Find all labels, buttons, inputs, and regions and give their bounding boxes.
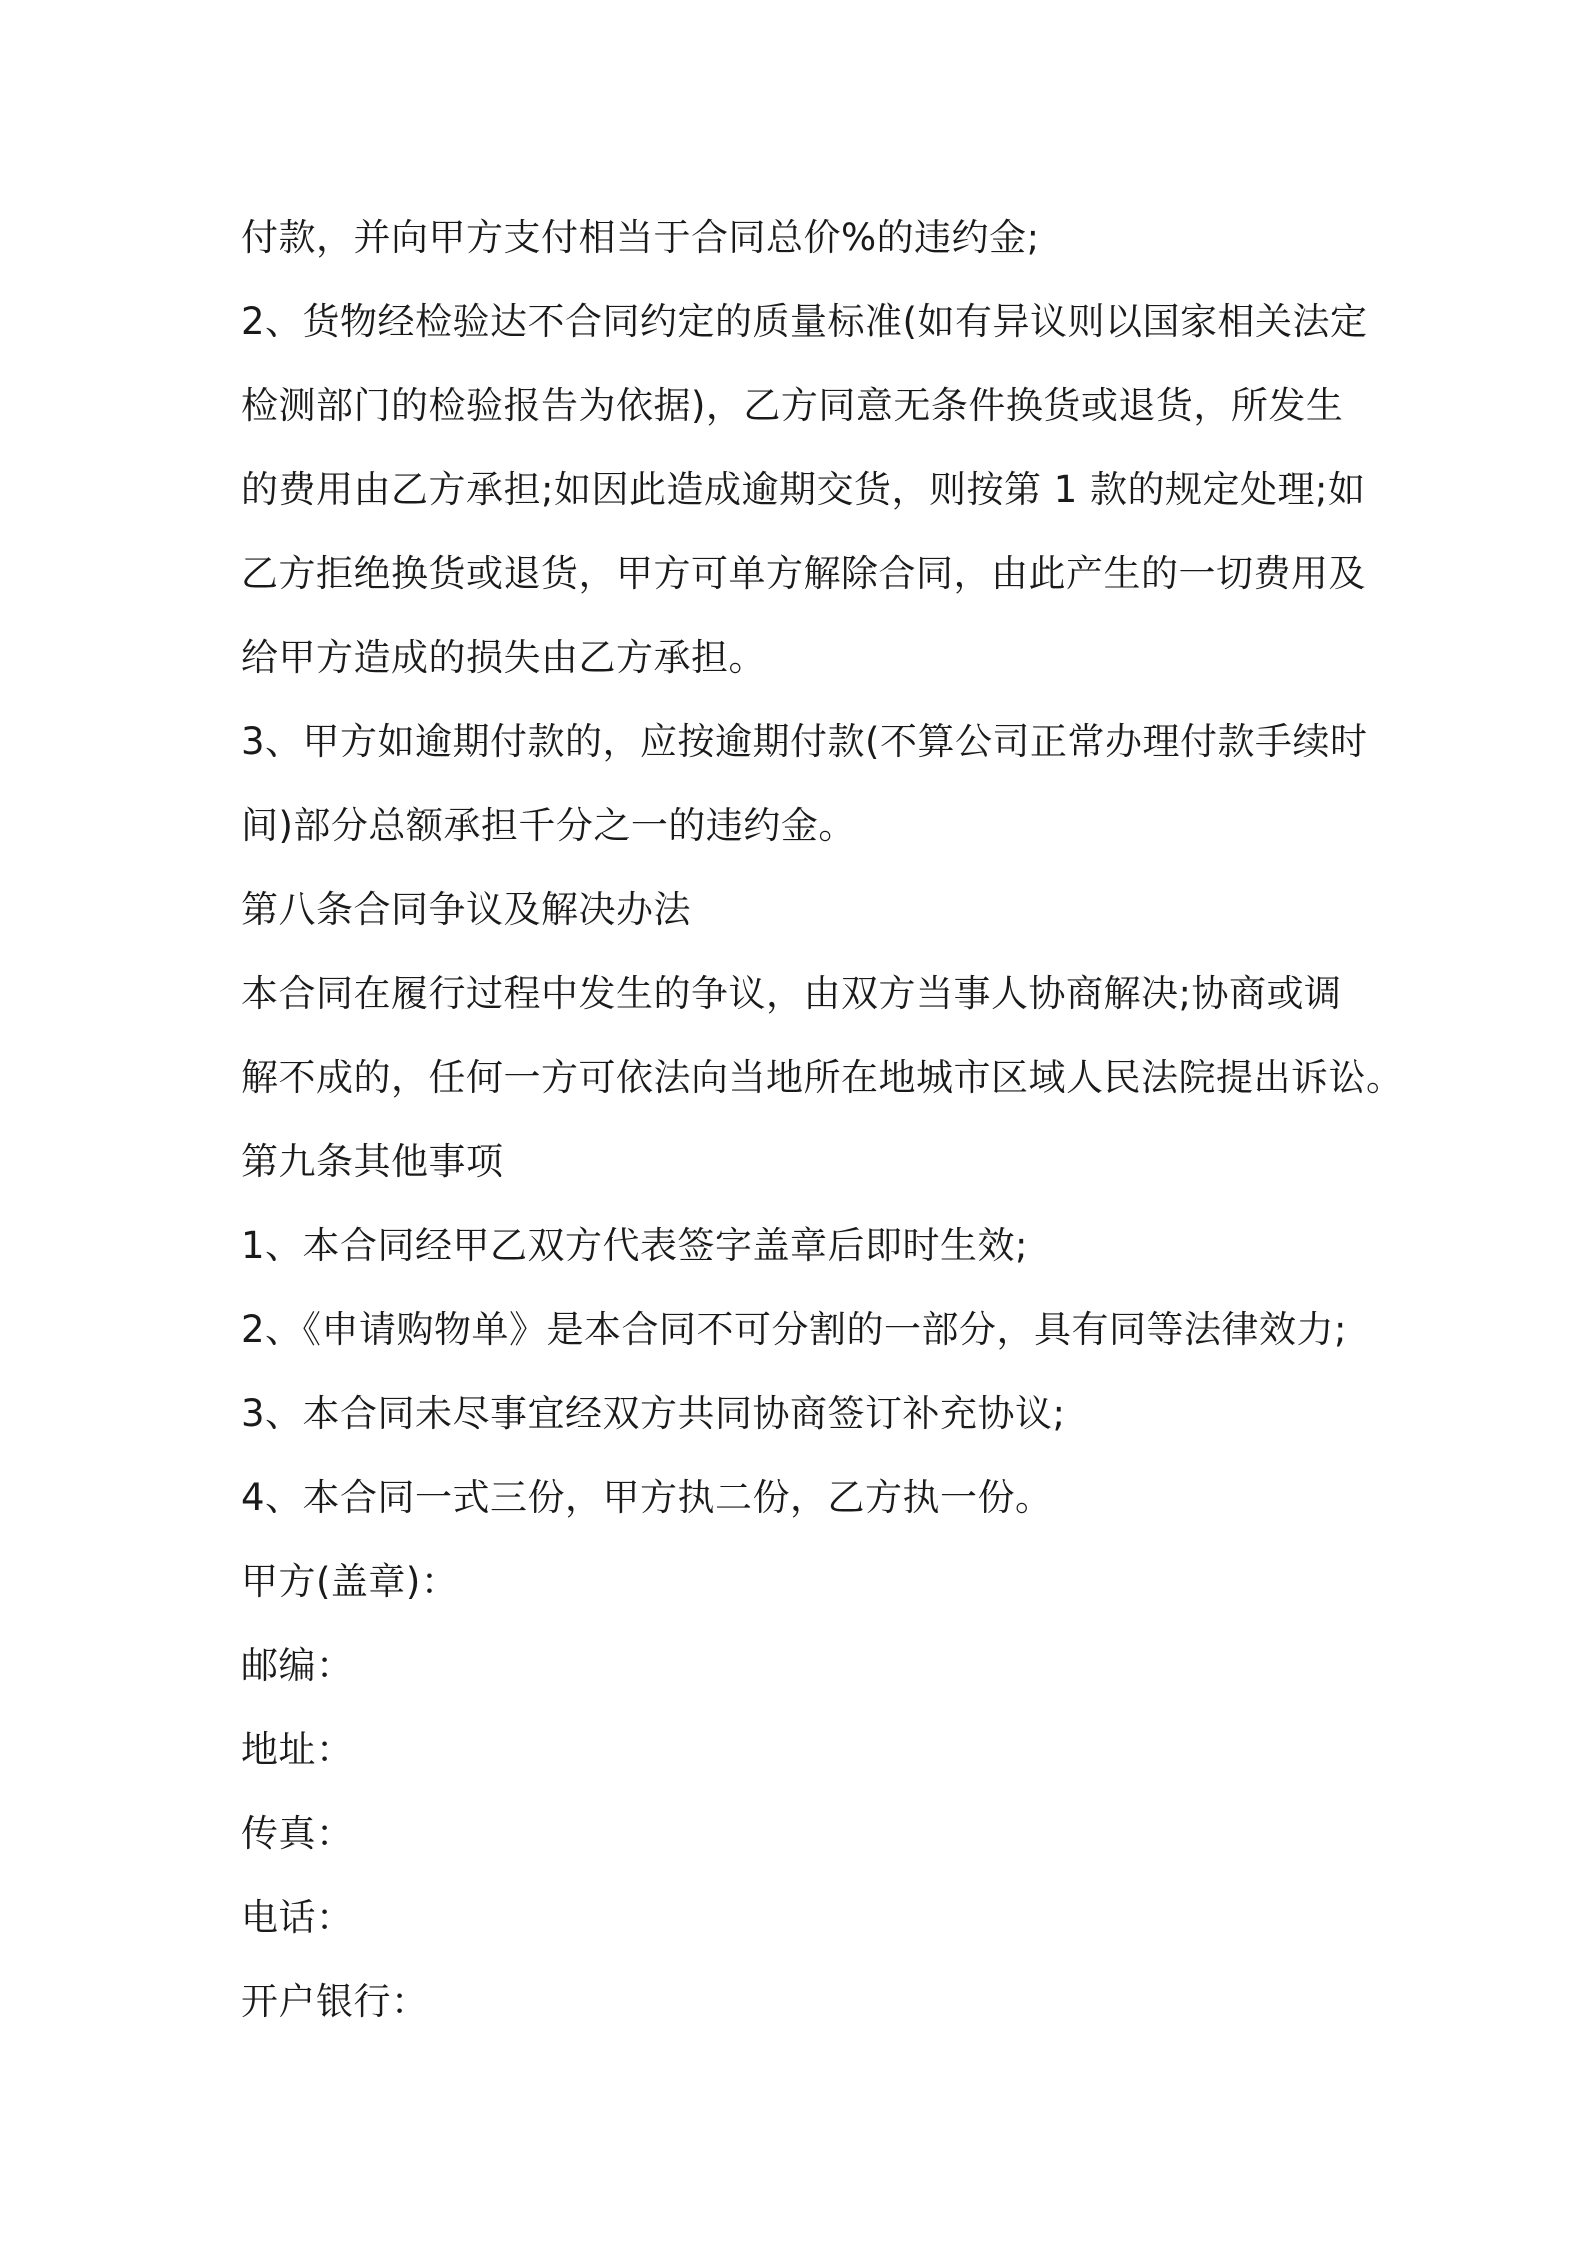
text-line: 2、《申请购物单》是本合同不可分割的一部分，具有同等法律效力; (241, 1308, 1348, 1351)
text-line: 付款，并向甲方支付相当于合同总价%的违约金; (241, 216, 1040, 259)
text-line: 3、本合同未尽事宜经双方共同协商签订补充协议; (241, 1392, 1066, 1435)
document-body (241, 196, 1404, 2044)
text-line: 2、货物经检验达不合同约定的质量标准(如有异议则以国家相关法定 (241, 300, 1368, 343)
text-line: 检测部门的检验报告为依据)，乙方同意无条件换货或退货，所发生 (241, 384, 1344, 427)
text-line: 乙方拒绝换货或退货，甲方可单方解除合同，由此产生的一切费用及 (241, 552, 1366, 595)
section-heading: 第八条合同争议及解决办法 (241, 888, 691, 931)
bank-field-label: 开户银行： (241, 1980, 429, 2023)
phone-field-label: 电话： (241, 1896, 354, 1939)
text-line: 本合同在履行过程中发生的争议，由双方当事人协商解决;协商或调 (241, 972, 1342, 1015)
address-field-label: 地址： (241, 1728, 354, 1771)
text-line: 3、甲方如逾期付款的，应按逾期付款(不算公司正常办理付款手续时 (241, 720, 1368, 763)
text-line: 4、本合同一式三份，甲方执二份，乙方执一份。 (241, 1476, 1053, 1519)
fax-field-label: 传真： (241, 1812, 354, 1855)
text-line: 的费用由乙方承担;如因此造成逾期交货，则按第 1 款的规定处理;如 (241, 468, 1366, 511)
text-line: 给甲方造成的损失由乙方承担。 (241, 636, 766, 679)
text-line: 解不成的，任何一方可依法向当地所在地城市区域人民法院提出诉讼。 (241, 1056, 1404, 1099)
signature-field-label: 甲方(盖章)： (241, 1560, 459, 1603)
postcode-field-label: 邮编： (241, 1644, 354, 1687)
text-line: 间)部分总额承担千分之一的违约金。 (241, 804, 856, 847)
text-line: 1、本合同经甲乙双方代表签字盖章后即时生效; (241, 1224, 1029, 1267)
section-heading: 第九条其他事项 (241, 1140, 504, 1183)
